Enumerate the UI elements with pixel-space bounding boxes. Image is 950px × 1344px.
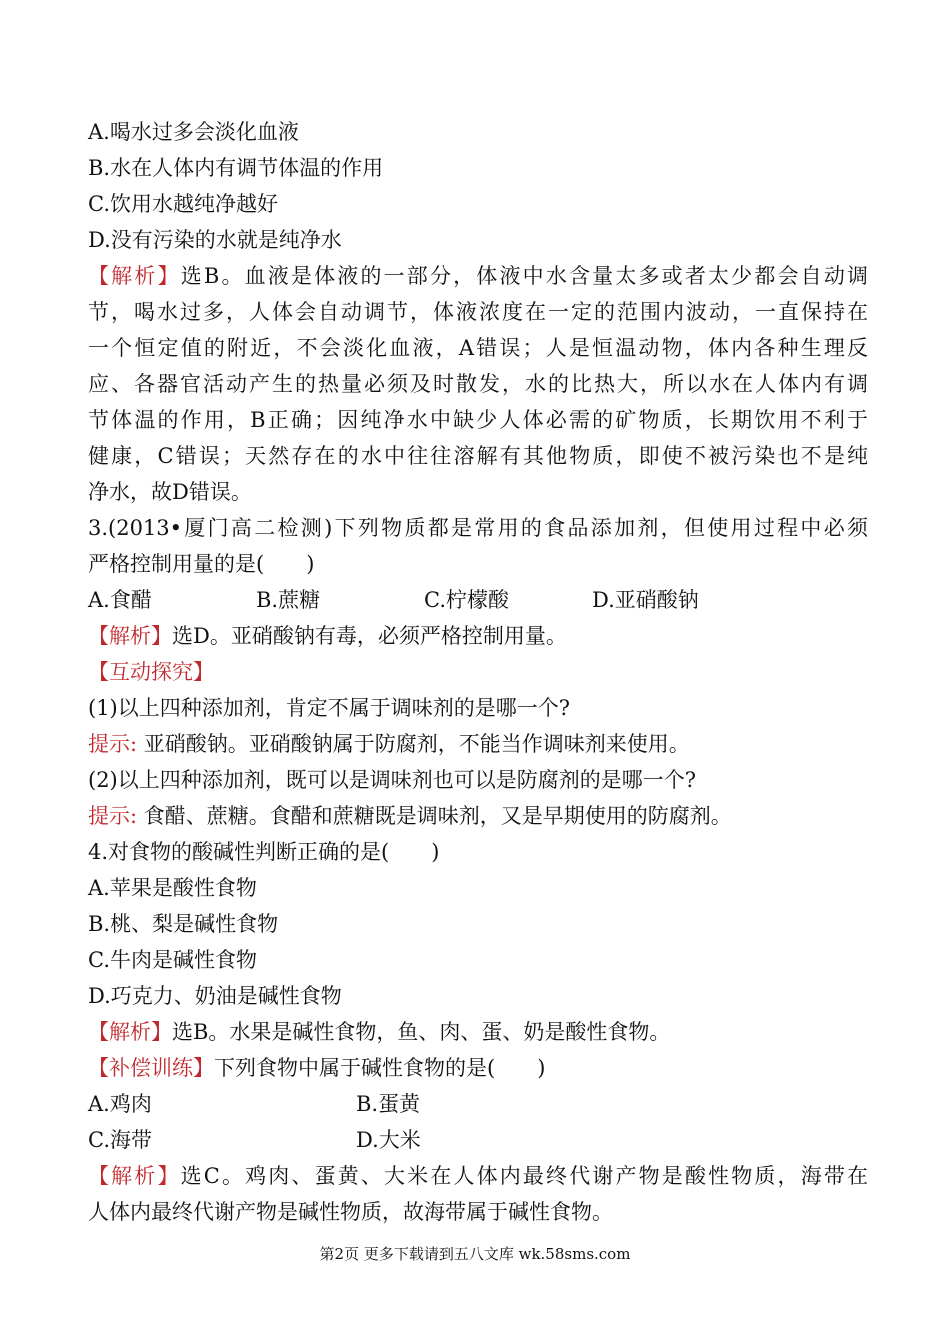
hint-label: 提示: [88, 732, 138, 756]
hint-label: 提示: [88, 804, 138, 828]
q2-analysis-line-3: 一个恒定值的附近，不会淡化血液，A错误；人是恒温动物，体内各种生理反 [88, 336, 868, 360]
q2-option-b: B.水在人体内有调节体温的作用 [88, 156, 384, 180]
q4-option-d: D.巧克力、奶油是碱性食物 [88, 984, 342, 1008]
q2-option-d: D.没有污染的水就是纯净水 [88, 228, 342, 252]
q3-option-b: B.蔗糖 [256, 588, 321, 612]
extra-options-row-1 [88, 1086, 868, 1122]
hint-text: 食醋、蔗糖。食醋和蔗糖既是调味剂，又是早期使用的防腐剂。 [143, 804, 732, 828]
hint-text: 亚硝酸钠。亚硝酸钠属于防腐剂，不能当作调味剂来使用。 [143, 732, 690, 756]
extra-training-tag: 【补偿训练】 [88, 1056, 214, 1080]
extra-option-b: B.蛋黄 [356, 1092, 421, 1116]
q2-analysis-line-1 [88, 258, 868, 294]
analysis-tag: 【解析】 [88, 624, 172, 648]
extra-analysis-line-1 [88, 1158, 868, 1194]
q4-option-b: B.桃、梨是碱性食物 [88, 912, 279, 936]
q3-option-c: C.柠檬酸 [424, 588, 509, 612]
extra-option-a: A.鸡肉 [88, 1092, 152, 1116]
q3-option-a: A.食醋 [88, 588, 152, 612]
q4-analysis [88, 1014, 868, 1050]
q3-stem-line-2: 严格控制用量的是( ) [88, 552, 315, 576]
analysis-tag: 【解析】 [88, 1164, 181, 1188]
explore-title: 【互动探究】 [88, 660, 214, 684]
analysis-text: 选B。水果是碱性食物，鱼、肉、蛋、奶是酸性食物。 [172, 1020, 671, 1044]
page-content [88, 114, 868, 1230]
extra-analysis-line-2: 人体内最终代谢产物是碱性物质，故海带属于碱性食物。 [88, 1200, 613, 1224]
explore-hint-2 [88, 798, 868, 834]
q4-option-a: A.苹果是酸性食物 [88, 876, 257, 900]
analysis-text: 选C。鸡肉、蛋黄、大米在人体内最终代谢产物是酸性物质，海带在 [180, 1164, 868, 1188]
page-footer: 第2页 更多下载请到五八文库 wk.58sms.com [319, 1245, 631, 1263]
q4-option-c: C.牛肉是碱性食物 [88, 948, 257, 972]
q4-stem: 4.对食物的酸碱性判断正确的是( ) [88, 840, 440, 864]
analysis-tag: 【解析】 [88, 264, 181, 288]
extra-options-row-2 [88, 1122, 868, 1158]
q2-analysis-line-4: 应、各器官活动产生的热量必须及时散发，水的比热大，所以水在人体内有调 [88, 372, 868, 396]
explore-question-2: (2)以上四种添加剂，既可以是调味剂也可以是防腐剂的是哪一个? [88, 768, 697, 792]
explore-question-1: (1)以上四种添加剂，肯定不属于调味剂的是哪一个? [88, 696, 571, 720]
q3-option-d: D.亚硝酸钠 [592, 588, 699, 612]
extra-training [88, 1050, 868, 1086]
q2-option-a: A.喝水过多会淡化血液 [88, 120, 299, 144]
extra-training-stem: 下列食物中属于碱性食物的是( ) [214, 1056, 546, 1080]
analysis-tag: 【解析】 [88, 1020, 172, 1044]
q2-analysis-line-5: 节体温的作用，B正确；因纯净水中缺少人体必需的矿物质，长期饮用不利于 [88, 408, 868, 432]
q2-analysis-line-6: 健康，C错误；天然存在的水中往往溶解有其他物质，即使不被污染也不是纯 [88, 444, 868, 468]
analysis-text: 选B。血液是体液的一部分，体液中水含量太多或者太少都会自动调 [180, 264, 869, 288]
q2-analysis-line-7: 净水，故D错误。 [88, 480, 252, 504]
q2-option-c: C.饮用水越纯净越好 [88, 192, 278, 216]
q3-options [88, 582, 868, 618]
extra-option-d: D.大米 [356, 1128, 421, 1152]
q2-analysis-line-2: 节，喝水过多，人体会自动调节，体液浓度在一定的范围内波动，一直保持在 [88, 300, 868, 324]
q3-analysis [88, 618, 868, 654]
analysis-text: 选D。亚硝酸钠有毒，必须严格控制用量。 [172, 624, 567, 648]
extra-option-c: C.海带 [88, 1128, 152, 1152]
q3-stem-line-1: 3.(2013•厦门高二检测)下列物质都是常用的食品添加剂，但使用过程中必须 [88, 516, 868, 540]
explore-hint-1 [88, 726, 868, 762]
